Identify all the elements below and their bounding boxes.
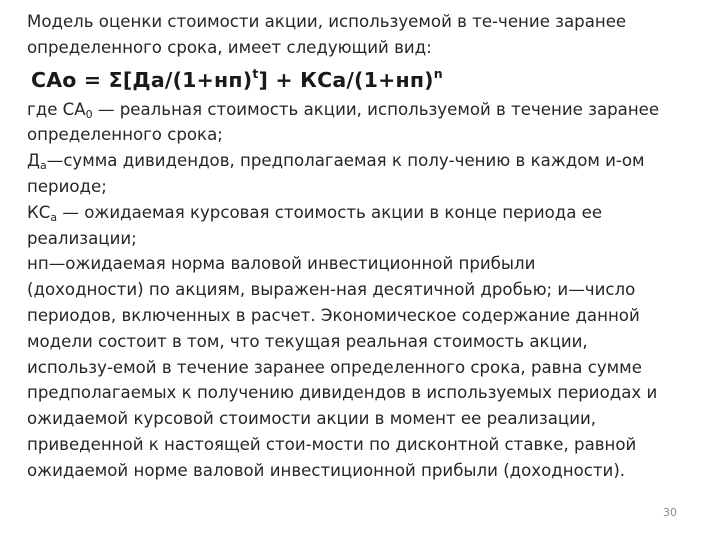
formula-exponent-t: t bbox=[252, 65, 259, 81]
intro-line-1: Модель оценки стоимости акции, используемой в те-чение заранее bbox=[27, 12, 627, 31]
definition-ca0-prefix: где СА bbox=[27, 99, 86, 119]
definition-ksa-prefix: КС bbox=[27, 202, 51, 222]
definition-da-subscript: а bbox=[39, 159, 47, 173]
intro-line-2: определенного срока, имеет следующий вид: bbox=[27, 37, 432, 57]
body-line: предполагаемых к получению дивидендов в используемых периодах и bbox=[27, 383, 658, 403]
definition-ksa bbox=[27, 200, 703, 226]
valuation-formula bbox=[31, 65, 703, 95]
definition-ksa-line-2: реализации; bbox=[27, 228, 137, 248]
definition-ca0-line-2: определенного срока; bbox=[27, 125, 223, 145]
definition-ca0-subscript: 0 bbox=[85, 107, 93, 121]
definition-da-prefix: Д bbox=[27, 151, 40, 171]
slide-content bbox=[27, 9, 703, 484]
page-number: 30 bbox=[663, 506, 677, 519]
body-line: приведенной к настоящей стои-мости по дисконтной ставке, равной bbox=[27, 434, 637, 454]
body-line: использу-емой в течение заранее определенного срока, равна сумме bbox=[27, 357, 642, 377]
definition-da-line-2: периоде; bbox=[27, 176, 107, 196]
body-line: периодов, включенных в расчет. Экономическое содержание данной bbox=[27, 305, 640, 325]
formula-mid: ] + КСа/(1+нп) bbox=[258, 67, 434, 92]
body-line: ожидаемой курсовой стоимости акции в момент ее реализации, bbox=[27, 409, 597, 429]
definition-ksa-subscript: а bbox=[50, 210, 58, 224]
body-line: ожидаемой норме валовой инвестиционной прибыли (доходности). bbox=[27, 460, 626, 480]
definition-ksa-text: — ожидаемая курсовая стоимость акции в конце периода ее bbox=[57, 202, 603, 222]
definition-da bbox=[27, 148, 703, 174]
definition-ca0-text: — реальная стоимость акции, используемой в течение заранее bbox=[92, 99, 660, 119]
definition-da-text: —сумма дивидендов, предполагаемая к полу-чению в каждом и-ом bbox=[46, 151, 645, 171]
definition-ca0 bbox=[27, 97, 703, 123]
body-line: нп—ожидаемая норма валовой инвестиционной прибыли bbox=[27, 254, 536, 274]
formula-lhs: САо = Σ[Да/(1+нп) bbox=[31, 67, 253, 92]
body-line: модели состоит в том, что текущая реальная стоимость акции, bbox=[27, 331, 588, 351]
body-line: (доходности) по акциям, выражен-ная десятичной дробью; и—число bbox=[27, 280, 636, 300]
formula-exponent-n: n bbox=[433, 65, 443, 81]
